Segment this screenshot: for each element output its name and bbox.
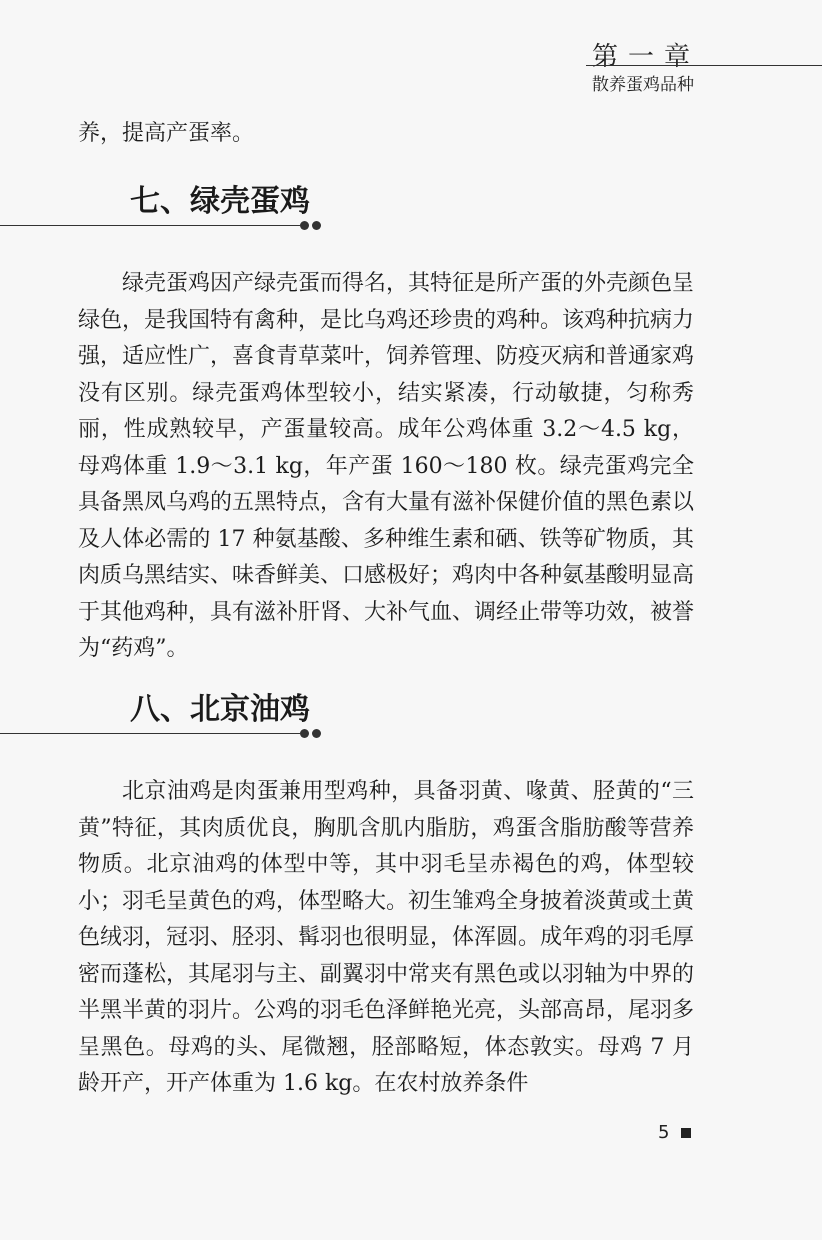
section-title: 八、北京油鸡 <box>130 692 310 727</box>
section-rule <box>0 733 300 734</box>
section-body: 绿壳蛋鸡因产绿壳蛋而得名，其特征是所产蛋的外壳颜色呈绿色，是我国特有禽种，是比乌鸡还珍贵的鸡种。该鸡种抗病力强，适应性广，喜食青草菜叶，饲养管理、防疫灭病和普通家鸡没有区别。绿壳蛋鸡体型较小，结实紧凑，行动敏捷，匀称秀丽，性成熟较早，产蛋量较高。成年公鸡体重 3.2～4.5 kg，母鸡体重 1.9～3.1 kg，年产蛋 160～180 枚。绿壳蛋鸡完全具备黑凤乌鸡的五黑特点，含有大量有滋补保健价值的黑色素以及人体必需的 17 种氨基酸、多种维生素和硒、铁等矿物质，其肉质乌黑结实、味香鲜美、口感极好；鸡肉中各种氨基酸明显高于其他鸡种，具有滋补肝肾、大补气血、调经止带等功效，被誉为“药鸡”。 <box>78 271 695 661</box>
section-rule-dot <box>312 221 321 230</box>
continuation-paragraph: 养，提高产蛋率。 <box>78 121 255 146</box>
section-rule-dot <box>312 729 321 738</box>
chapter-title: 第一章 <box>592 42 701 72</box>
section-rule-dot <box>300 221 309 230</box>
section-title: 七、绿壳蛋鸡 <box>130 184 310 219</box>
page-number: 5 <box>658 1122 670 1143</box>
section-rule-dot <box>300 729 309 738</box>
header-rule <box>586 65 822 66</box>
chapter-subtitle: 散养蛋鸡品种 <box>592 75 694 95</box>
section-rule <box>0 225 300 226</box>
page-number-square-icon <box>681 1128 691 1138</box>
section-body: 北京油鸡是肉蛋兼用型鸡种，具备羽黄、喙黄、胫黄的“三黄”特征，其肉质优良，胸肌含肌内脂肪，鸡蛋含脂肪酸等营养物质。北京油鸡的体型中等，其中羽毛呈赤褐色的鸡，体型较小；羽毛呈黄色的鸡，体型略大。初生雏鸡全身披着淡黄或土黄色绒羽，冠羽、胫羽、髯羽也很明显，体浑圆。成年鸡的羽毛厚密而蓬松，其尾羽与主、副翼羽中常夹有黑色或以羽轴为中界的半黑半黄的羽片。公鸡的羽毛色泽鲜艳光亮，头部高昂，尾羽多呈黑色。母鸡的头、尾微翘，胫部略短，体态敦实。母鸡 7 月龄开产，开产体重为 1.6 kg。在农村放养条件 <box>78 779 695 1096</box>
